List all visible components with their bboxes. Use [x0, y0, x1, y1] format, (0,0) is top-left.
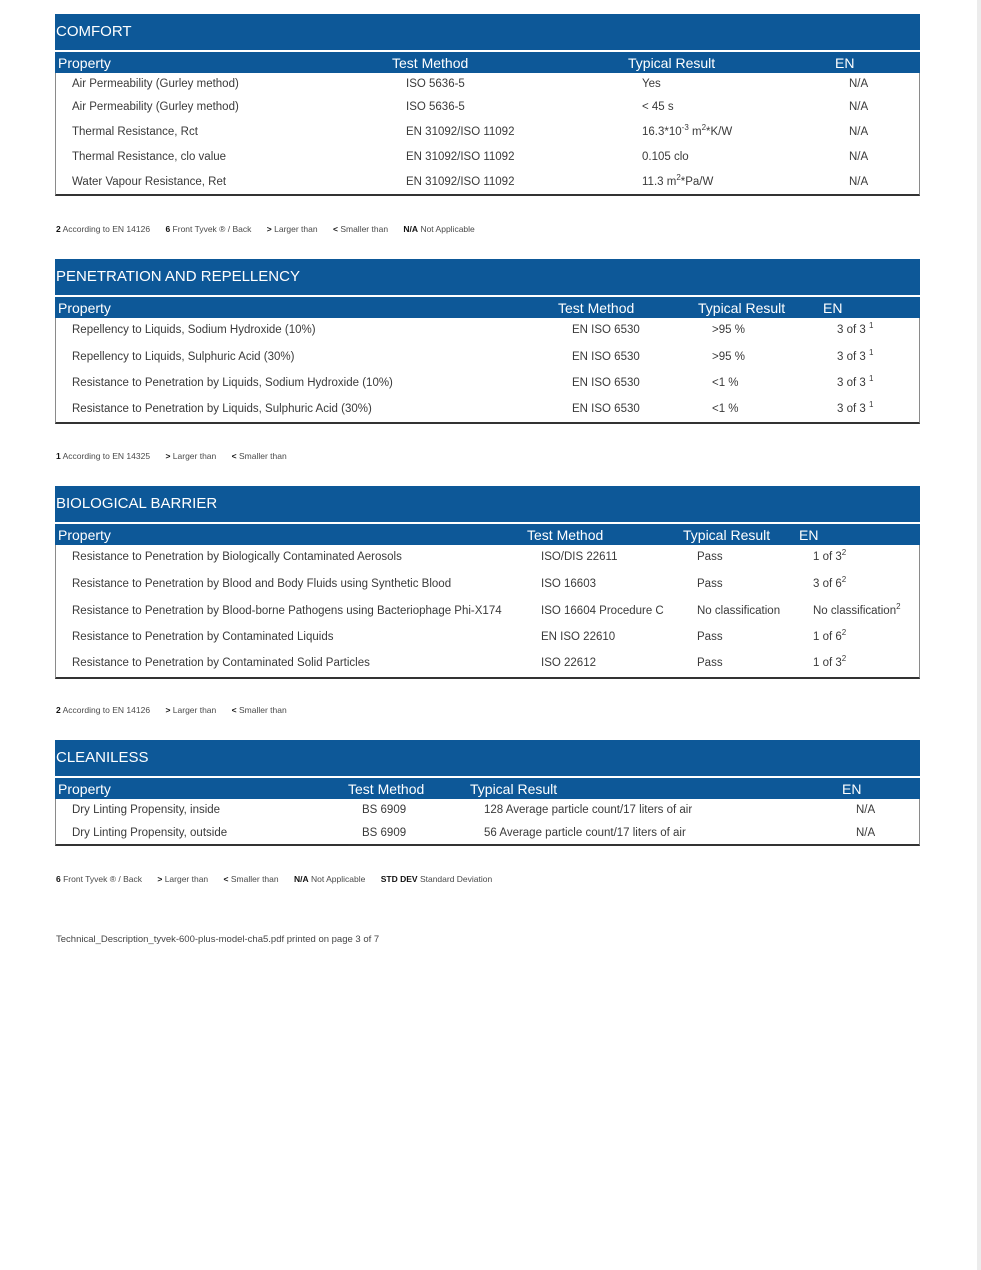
- table-header: Property Test Method Typical Result EN: [55, 778, 920, 799]
- col-test-method: Test Method: [392, 55, 469, 71]
- table-row: Dry Linting Propensity, outside BS 6909 56 Average particle count/17 liters of air N/A: [72, 827, 876, 839]
- col-property: Property: [58, 55, 111, 71]
- table-row: Repellency to Liquids, Sulphuric Acid (30%) EN ISO 6530 >95 % 3 of 3 $^1$: [72, 348, 874, 363]
- table-row: Resistance to Penetration by Liquids, Sulphuric Acid (30%) EN ISO 6530 <1 % 3 of 3 $^1$: [72, 400, 874, 415]
- table-row: Thermal Resistance, clo value EN 31092/ISO 11092 0.105 clo N/A: [72, 151, 869, 163]
- table-row: Air Permeability (Gurley method) ISO 5636-5 Yes N/A: [72, 78, 869, 90]
- section-title: COMFORT: [55, 14, 920, 52]
- table-row: Repellency to Liquids, Sodium Hydroxide (10%) EN ISO 6530 >95 % 3 of 3 $^1$: [72, 321, 874, 336]
- biological-section: [55, 486, 920, 679]
- table-row: Water Vapour Resistance, Ret EN 31092/ISO 11092 11.3 $m^2*Pa/W$ N/A: [72, 173, 869, 188]
- col-en: EN: [835, 55, 855, 71]
- table-row: Resistance to Penetration by Contaminated Liquids EN ISO 22610 Pass 1 of $6^2$: [72, 628, 847, 643]
- table-body: [55, 318, 920, 424]
- section-title: BIOLOGICAL BARRIER: [55, 486, 920, 524]
- col-typical-result: Typical Result: [628, 55, 716, 71]
- table-row: Air Permeability (Gurley method) ISO 5636-5 < 45 s N/A: [72, 101, 869, 113]
- section-title: CLEANILESS: [55, 740, 920, 778]
- table-body: [55, 799, 920, 846]
- table-header: [55, 52, 920, 73]
- table-row: Resistance to Penetration by Liquids, Sodium Hydroxide (10%) EN ISO 6530 <1 % 3 of 3 $^1$: [72, 374, 874, 389]
- cleanliness-section: [55, 740, 920, 846]
- legend: 2 According to EN 14126 > Larger than < Smaller than: [56, 705, 287, 715]
- page-edge: [977, 0, 981, 1270]
- table-row: Thermal Resistance, Rct EN 31092/ISO 11092 $16.3*10^{-3}$ $m^2*K/W$ N/A: [72, 123, 869, 138]
- legend: 2 According to EN 14126 6 Front Tyvek ® / Back > Larger than < Smaller than N/A Not Applicable: [56, 224, 475, 234]
- table-row: Resistance to Penetration by Biologically Contaminated Aerosols ISO/DIS 22611 Pass 1 of $3^2$: [72, 548, 847, 563]
- table-row: Resistance to Penetration by Contaminated Solid Particles ISO 22612 Pass 1 of $3^2$: [72, 654, 847, 669]
- table-row: Dry Linting Propensity, inside BS 6909 128 Average particle count/17 liters of air N/A: [72, 804, 876, 816]
- page-footer: Technical_Description_tyvek-600-plus-model-cha5.pdf printed on page 3 of 7: [56, 934, 380, 945]
- table-row: Resistance to Penetration by Blood and Body Fluids using Synthetic Blood ISO 16603 Pass 3 of $6^2$: [72, 575, 847, 590]
- legend: 6 Front Tyvek ® / Back > Larger than < Smaller than N/A Not Applicable STD DEV Standard Deviation: [56, 874, 493, 884]
- table-body: [55, 73, 920, 196]
- table-row: Resistance to Penetration by Blood-borne Pathogens using Bacteriophage Phi-X174 ISO 16604 Procedure C No classification No classification$^2$: [72, 602, 901, 617]
- table-header: Property Test Method Typical Result EN: [55, 524, 920, 545]
- table-body: [55, 545, 920, 679]
- penetration-section: [55, 259, 920, 424]
- table-header: Property Test Method Typical Result EN: [55, 297, 920, 318]
- legend: 1 According to EN 14325 > Larger than < Smaller than: [56, 451, 287, 461]
- comfort-section: [55, 14, 920, 196]
- section-title: PENETRATION AND REPELLENCY: [55, 259, 920, 297]
